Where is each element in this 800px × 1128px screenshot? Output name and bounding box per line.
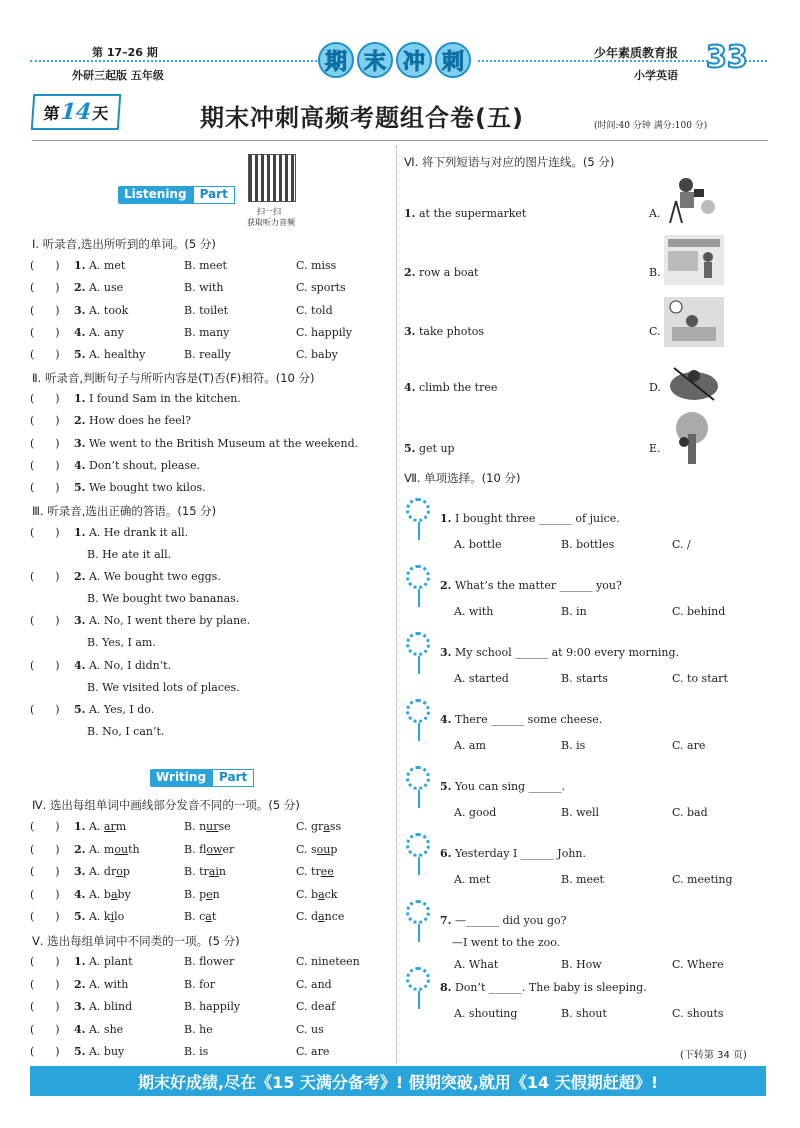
picture-letter[interactable]: C.	[649, 325, 661, 338]
question-number: 5.	[74, 481, 86, 495]
section-4-heading: Ⅳ. 选出每组单词中画线部分发音不同的一项。(5 分)	[32, 798, 300, 812]
option-a[interactable]: A. mouth	[88, 842, 140, 856]
column-divider	[396, 146, 397, 1064]
option-c[interactable]: C. /	[672, 538, 691, 551]
option-c[interactable]: C. back	[296, 887, 338, 901]
tag-part: Part	[212, 769, 254, 787]
day-suffix: 天	[91, 103, 109, 123]
question-number: 2.	[74, 977, 86, 991]
answer-blank[interactable]: ( )	[30, 325, 60, 339]
question-row	[30, 614, 250, 627]
day-prefix: 第	[42, 103, 61, 123]
question-number: 1.	[74, 392, 86, 405]
flower-bullet-icon	[406, 967, 430, 991]
question-number: 4.	[74, 1022, 86, 1036]
answer-blank[interactable]: ( )	[30, 259, 60, 272]
question-text: 5. You can sing ______.	[440, 780, 566, 793]
question-row	[30, 326, 124, 339]
option-b[interactable]: B. We visited lots of places.	[87, 680, 240, 694]
dialogue-answer: —I went to the zoo.	[452, 936, 561, 949]
option-a[interactable]: A. What	[454, 958, 499, 971]
question-text: 7. —______ did you go?	[440, 914, 567, 927]
option-a[interactable]: A. arm	[88, 820, 127, 833]
option-c[interactable]: C. Where	[672, 958, 724, 971]
flower-bullet-icon	[406, 565, 430, 589]
question-row	[30, 570, 221, 583]
answer-stem[interactable]	[418, 790, 428, 808]
matching-phrase[interactable]: 4. climb the tree	[404, 381, 498, 394]
option-b[interactable]: B. meet	[184, 259, 227, 272]
option-a[interactable]: A. drop	[88, 865, 130, 878]
option-c[interactable]: C. are	[296, 1045, 330, 1058]
option-c[interactable]: C. tree	[296, 865, 334, 878]
matching-phrase[interactable]: 5. get up	[404, 442, 455, 455]
question-number: 2.	[74, 570, 86, 584]
option-a[interactable]: A. met	[454, 873, 491, 886]
question-number: 3.	[74, 303, 86, 317]
edition-label: 外研三起版 五年级	[72, 69, 164, 82]
picture-letter[interactable]: D.	[649, 381, 661, 394]
question-number: 1.	[74, 820, 86, 833]
option-b[interactable]: B. meet	[561, 873, 604, 886]
question-row	[30, 259, 125, 272]
option-b[interactable]: B. is	[184, 1045, 209, 1058]
matching-phrase[interactable]: 3. take photos	[404, 325, 485, 338]
option-a[interactable]: A. No, I didn’t.	[88, 658, 172, 672]
question-row	[30, 978, 128, 991]
section-2-heading: Ⅱ. 听录音,判断句子与所听内容是(T)否(F)相符。(10 分)	[32, 371, 315, 385]
question-row	[30, 865, 130, 878]
answer-blank[interactable]: ( )	[30, 526, 60, 539]
question-row	[30, 1023, 123, 1036]
answer-blank[interactable]: ( )	[30, 1045, 60, 1058]
question-row	[30, 910, 124, 923]
statement-text: I found Sam in the kitchen.	[88, 392, 241, 405]
option-a[interactable]: A. am	[454, 739, 486, 752]
option-b[interactable]: B. He ate it all.	[87, 548, 172, 561]
page-title: 期末冲刺高频考题组合卷(五)	[200, 104, 524, 132]
question-number: 5.	[74, 348, 86, 362]
answer-blank[interactable]: ( )	[30, 414, 60, 428]
option-b[interactable]: B. train	[184, 865, 226, 878]
question-row	[30, 1045, 124, 1058]
option-a[interactable]: A. shouting	[454, 1007, 518, 1020]
answer-blank[interactable]: ( )	[30, 281, 60, 295]
question-number: 5.	[74, 702, 86, 716]
answer-blank[interactable]: ( )	[30, 570, 60, 584]
picture-letter[interactable]: A.	[649, 207, 661, 220]
question-number: 4.	[74, 325, 86, 339]
answer-stem[interactable]	[418, 723, 428, 741]
option-c[interactable]: C. us	[296, 1022, 324, 1036]
question-row	[30, 703, 154, 716]
logo-char: 期	[318, 42, 354, 78]
option-c[interactable]: C. soup	[296, 842, 338, 856]
question-row	[30, 437, 358, 450]
option-a[interactable]: A. blind	[88, 1000, 133, 1013]
question-number: 5.	[74, 1045, 86, 1058]
option-b[interactable]: B. We bought two bananas.	[87, 592, 240, 606]
option-c[interactable]: C. happily	[296, 325, 352, 339]
flower-bullet-icon	[406, 833, 430, 857]
option-a[interactable]: A. We bought two eggs.	[88, 570, 221, 584]
supermarket-picture	[664, 235, 724, 285]
answer-blank[interactable]: ( )	[30, 436, 60, 450]
question-number: 2.	[74, 414, 86, 428]
option-c[interactable]: C. told	[296, 303, 333, 317]
logo-char: 刺	[435, 42, 471, 78]
answer-stem[interactable]	[418, 522, 428, 540]
option-c[interactable]: C. and	[296, 977, 332, 991]
answer-blank[interactable]: ( )	[30, 392, 60, 405]
question-row	[30, 955, 133, 968]
answer-blank[interactable]: ( )	[30, 955, 60, 968]
question-number: 2.	[74, 842, 86, 856]
question-row	[30, 414, 191, 427]
option-b[interactable]: B. Yes, I am.	[87, 636, 156, 650]
option-b[interactable]: B. happily	[184, 1000, 241, 1013]
answer-blank[interactable]: ( )	[30, 910, 60, 923]
question-row	[30, 481, 206, 494]
footer-banner: 期末好成绩,尽在《15 天满分备考》! 假期突破,就用《14 天假期赶超》!	[30, 1066, 766, 1096]
option-a[interactable]: A. took	[88, 303, 129, 317]
statement-text: Don’t shout, please.	[88, 458, 201, 472]
flower-bullet-icon	[406, 632, 430, 656]
option-c[interactable]: C. sports	[296, 281, 346, 295]
answer-blank[interactable]: ( )	[30, 658, 60, 672]
option-b[interactable]: B. is	[561, 739, 586, 752]
option-b[interactable]: B. bottles	[561, 538, 615, 551]
option-b[interactable]: B. starts	[561, 672, 609, 685]
answer-blank[interactable]: ( )	[30, 458, 60, 472]
matching-phrase[interactable]: 1. at the supermarket	[404, 207, 527, 220]
time-note: (时间:40 分钟 满分:100 分)	[594, 121, 708, 131]
option-c[interactable]: C. bad	[672, 806, 708, 819]
question-text: 4. There ______ some cheese.	[440, 713, 603, 726]
newspaper-name: 少年素质教育报	[594, 46, 679, 60]
question-number: 1.	[74, 259, 86, 272]
logo-char: 末	[357, 42, 393, 78]
option-a[interactable]: A. plant	[88, 955, 133, 968]
question-number: 1.	[74, 526, 86, 539]
title-divider	[32, 140, 768, 141]
answer-blank[interactable]: ( )	[30, 481, 60, 495]
option-a[interactable]: A. started	[454, 672, 509, 685]
rowing-boat-picture	[664, 356, 724, 408]
option-c[interactable]: C. miss	[296, 259, 337, 272]
option-a[interactable]: A. with	[88, 977, 129, 991]
question-row	[30, 820, 126, 833]
section-5-heading: Ⅴ. 选出每组单词中不同类的一项。(5 分)	[32, 934, 240, 948]
option-c[interactable]: C. to start	[672, 672, 728, 685]
answer-blank[interactable]: ( )	[30, 865, 60, 878]
option-b[interactable]: B. pen	[184, 887, 220, 901]
option-b[interactable]: B. How	[561, 958, 602, 971]
option-a[interactable]: A. baby	[88, 887, 131, 901]
answer-stem[interactable]	[418, 656, 428, 674]
answer-blank[interactable]: ( )	[30, 614, 60, 628]
logo-char: 冲	[396, 42, 432, 78]
question-number: 2.	[74, 281, 86, 295]
qr-caption-sub: 获取听力音频	[247, 218, 295, 227]
answer-stem[interactable]	[418, 991, 428, 1009]
option-b[interactable]: B. in	[561, 605, 587, 618]
option-b[interactable]: B. flower	[184, 842, 235, 856]
option-a[interactable]: A. No, I went there by plane.	[88, 614, 251, 628]
question-text: 6. Yesterday I ______ John.	[440, 847, 586, 860]
statement-text: We went to the British Museum at the weekend.	[88, 436, 359, 450]
option-b[interactable]: B. with	[184, 281, 224, 295]
option-a[interactable]: A. buy	[88, 1045, 125, 1058]
header-rule-far-right	[745, 60, 767, 65]
section-6-heading: Ⅵ. 将下列短语与对应的图片连线。(5 分)	[404, 155, 615, 169]
answer-blank[interactable]: ( )	[30, 887, 60, 901]
flower-bullet-icon	[406, 766, 430, 790]
option-b[interactable]: B. flower	[184, 955, 235, 968]
option-a[interactable]: A. she	[88, 1022, 124, 1036]
header-rule-left	[30, 60, 325, 65]
answer-blank[interactable]: ( )	[30, 1000, 60, 1013]
listening-part-tag	[118, 186, 235, 204]
option-a[interactable]: A. any	[88, 325, 124, 339]
option-c[interactable]: C. nineteen	[296, 955, 360, 968]
question-number: 4.	[74, 887, 86, 901]
page-number: 33	[706, 40, 748, 75]
question-row	[30, 348, 145, 361]
question-number: 3.	[74, 436, 86, 450]
statement-text: We bought two kilos.	[88, 481, 206, 495]
tag-main: Listening	[118, 186, 193, 204]
question-text: 8. Don’t ______. The baby is sleeping.	[440, 981, 647, 994]
question-row	[30, 392, 241, 405]
option-b[interactable]: B. cat	[184, 910, 217, 923]
question-number: 3.	[74, 1000, 86, 1013]
question-number: 4.	[74, 458, 86, 472]
option-b[interactable]: B. nurse	[184, 820, 231, 833]
section-7-heading: Ⅶ. 单项选择。(10 分)	[404, 471, 521, 485]
question-number: 3.	[74, 614, 86, 628]
issue-label: 第 17–26 期	[92, 46, 158, 59]
day-number: 14	[59, 99, 93, 125]
option-a[interactable]: A. kilo	[88, 910, 125, 923]
option-a[interactable]: A. good	[454, 806, 497, 819]
flower-bullet-icon	[406, 900, 430, 924]
question-row	[30, 459, 200, 472]
option-c[interactable]: C. deaf	[296, 1000, 336, 1013]
option-b[interactable]: B. he	[184, 1022, 213, 1036]
option-a[interactable]: A. use	[88, 281, 124, 295]
continued-note: (下转第 34 页)	[680, 1050, 747, 1061]
question-row	[30, 281, 123, 294]
question-number: 3.	[74, 865, 86, 878]
answer-blank[interactable]: ( )	[30, 702, 60, 716]
option-c[interactable]: C. baby	[296, 348, 338, 362]
day-badge	[31, 94, 122, 130]
section-1-heading: Ⅰ. 听录音,选出所听到的单词。(5 分)	[32, 237, 216, 251]
option-b[interactable]: B. many	[184, 325, 230, 339]
answer-blank[interactable]: ( )	[30, 820, 60, 833]
option-a[interactable]: A. bottle	[454, 538, 502, 551]
option-c[interactable]: C. behind	[672, 605, 726, 618]
option-c[interactable]: C. meeting	[672, 873, 733, 886]
option-b[interactable]: B. No, I can’t.	[87, 724, 165, 738]
option-c[interactable]: C. are	[672, 739, 706, 752]
picture-letter[interactable]: E.	[649, 442, 661, 455]
option-b[interactable]: B. really	[184, 348, 231, 362]
qr-code-icon[interactable]	[248, 154, 296, 202]
option-c[interactable]: C. grass	[296, 820, 342, 833]
tree-climbing-picture	[664, 412, 720, 464]
option-a[interactable]: A. He drank it all.	[88, 526, 189, 539]
answer-blank[interactable]: ( )	[30, 348, 60, 362]
option-b[interactable]: B. well	[561, 806, 600, 819]
tag-part: Part	[193, 186, 235, 204]
question-text: 2. What’s the matter ______ you?	[440, 579, 622, 592]
option-a[interactable]: A. Yes, I do.	[88, 702, 155, 716]
question-row	[30, 888, 131, 901]
option-a[interactable]: A. met	[88, 259, 126, 272]
answer-stem[interactable]	[418, 589, 428, 607]
getting-up-picture	[664, 297, 724, 347]
question-row	[30, 659, 171, 672]
question-row	[30, 1000, 132, 1013]
flower-bullet-icon	[406, 498, 430, 522]
question-row	[30, 843, 140, 856]
option-c[interactable]: C. dance	[296, 910, 345, 923]
question-number: 1.	[74, 955, 86, 968]
logo	[318, 42, 476, 84]
photographer-picture	[664, 175, 720, 225]
answer-blank[interactable]: ( )	[30, 303, 60, 317]
question-text: 3. My school ______ at 9:00 every morning.	[440, 646, 680, 659]
section-3-heading: Ⅲ. 听录音,选出正确的答语。(15 分)	[32, 504, 217, 518]
answer-stem[interactable]	[418, 857, 428, 875]
qr-caption: 扫一扫	[257, 207, 281, 216]
option-c[interactable]: C. shouts	[672, 1007, 724, 1020]
tag-main: Writing	[150, 769, 212, 787]
question-number: 4.	[74, 658, 86, 672]
statement-text: How does he feel?	[88, 414, 192, 428]
writing-part-tag	[150, 769, 254, 787]
question-number: 5.	[74, 910, 86, 923]
question-row	[30, 526, 188, 539]
option-a[interactable]: A. with	[454, 605, 494, 618]
question-row	[30, 304, 128, 317]
answer-blank[interactable]: ( )	[30, 977, 60, 991]
option-b[interactable]: B. for	[184, 977, 216, 991]
flower-bullet-icon	[406, 699, 430, 723]
question-text: 1. I bought three ______ of juice.	[440, 512, 620, 525]
answer-blank[interactable]: ( )	[30, 842, 60, 856]
option-b[interactable]: B. toilet	[184, 303, 229, 317]
picture-letter[interactable]: B.	[649, 266, 661, 279]
answer-stem[interactable]	[418, 924, 428, 942]
answer-blank[interactable]: ( )	[30, 1022, 60, 1036]
matching-phrase[interactable]: 2. row a boat	[404, 266, 479, 279]
subject-label: 小学英语	[634, 69, 678, 82]
option-a[interactable]: A. healthy	[88, 348, 146, 362]
option-b[interactable]: B. shout	[561, 1007, 607, 1020]
